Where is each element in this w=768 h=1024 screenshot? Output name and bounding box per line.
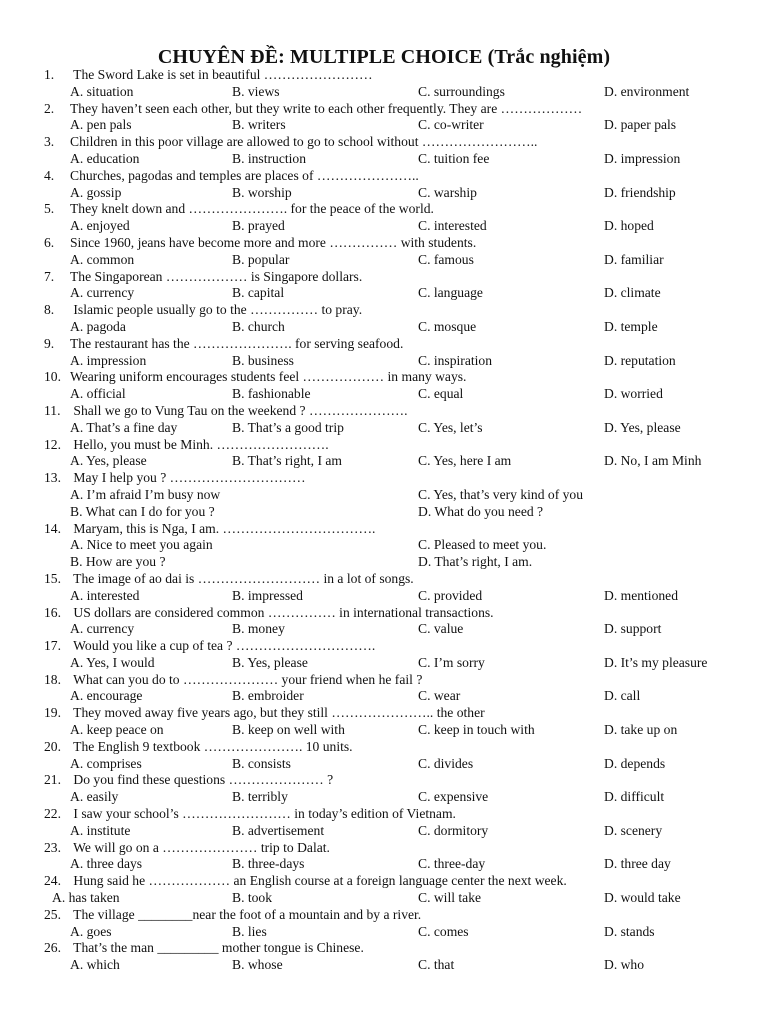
question-number: 4. [44, 167, 55, 183]
answer-option: C. Yes, here I am [418, 453, 512, 469]
answer-option: D. who [604, 957, 645, 973]
question-text: They haven’t seen each other, but they write to each other frequently. They are ……………… [70, 100, 583, 116]
question-stem [44, 806, 744, 823]
answer-option: A. pen pals [70, 117, 132, 133]
question-text: That’s the man _________ mother tongue is Chinese. [70, 940, 364, 956]
options-row [44, 252, 744, 269]
question-text: Shall we go to Vung Tau on the weekend ? …………………. [70, 402, 408, 418]
answer-option: C. famous [418, 251, 474, 267]
question-text: Islamic people usually go to the …………… to pray. [70, 302, 363, 318]
question-stem [44, 437, 744, 454]
answer-option: C. will take [418, 890, 482, 906]
question-item [44, 638, 744, 672]
question-item [44, 521, 744, 571]
question-text: I saw your school’s …………………… in today’s edition of Vietnam. [70, 806, 456, 822]
question-stem [44, 521, 744, 538]
answer-option: A. impression [70, 352, 147, 368]
question-stem [44, 705, 744, 722]
question-text: Hello, you must be Minh. ……………………. [70, 436, 329, 452]
answer-option: C. co-writer [418, 117, 484, 133]
answer-option: C. equal [418, 386, 464, 402]
question-item [44, 840, 744, 874]
answer-option: D. environment [604, 83, 690, 99]
answer-option: C. expensive [418, 789, 489, 805]
answer-option: B. prayed [232, 218, 285, 234]
question-item [44, 806, 744, 840]
question-text: The English 9 textbook …………………. 10 units. [70, 738, 353, 754]
options-row [44, 588, 744, 605]
question-item [44, 437, 744, 471]
question-stem [44, 470, 744, 487]
question-item [44, 134, 744, 168]
options-row [44, 856, 744, 873]
question-stem [44, 134, 744, 151]
options-row [44, 84, 744, 101]
question-number: 3. [44, 134, 55, 150]
question-text: Hung said he ……………… an English course at a foreign language center the next week. [70, 873, 567, 889]
answer-option: A. currency [70, 285, 135, 301]
answer-option: A. Yes, please [70, 453, 147, 469]
answer-option: D. It’s my pleasure [604, 654, 708, 670]
question-number: 15. [44, 570, 61, 586]
options-row [44, 621, 744, 638]
answer-option: B. fashionable [232, 386, 311, 402]
question-text: They moved away five years ago, but they still ………………….. the other [70, 705, 485, 721]
options-row [44, 453, 744, 470]
options-row [44, 319, 744, 336]
question-item [44, 168, 744, 202]
options-row [44, 117, 744, 134]
question-number: 24. [44, 873, 61, 889]
answer-option: A. Yes, I would [70, 654, 155, 670]
question-number: 10. [44, 369, 61, 385]
answer-option: D. friendship [604, 184, 676, 200]
answer-option: B. lies [232, 923, 267, 939]
answer-option: B. church [232, 318, 285, 334]
question-stem [44, 605, 744, 622]
answer-option: A. encourage [70, 688, 143, 704]
question-number: 21. [44, 772, 61, 788]
answer-option: C. keep in touch with [418, 722, 535, 738]
question-text: Since 1960, jeans have become more and more …………… with students. [70, 234, 477, 250]
question-stem [44, 739, 744, 756]
answer-option: B. business [232, 352, 294, 368]
answer-option: B. impressed [232, 587, 303, 603]
answer-option: D. depends [604, 755, 666, 771]
answer-option: B. three-days [232, 856, 305, 872]
answer-option: C. tuition fee [418, 150, 490, 166]
answer-option: C. language [418, 285, 483, 301]
answer-option: A. enjoyed [70, 218, 130, 234]
answer-option: D. reputation [604, 352, 676, 368]
answer-option: A. has taken [52, 890, 120, 906]
answer-option: A. which [70, 957, 120, 973]
options-row [44, 789, 744, 806]
question-text: Wearing uniform encourages students feel ……………… in many ways. [70, 369, 467, 385]
answer-option: B. That’s a good trip [232, 419, 344, 435]
answer-option: B. How are you ? [70, 554, 166, 570]
question-text: Maryam, this is Nga, I am. ……………………………. [70, 520, 376, 536]
question-item [44, 369, 744, 403]
answer-option: A. pagoda [70, 318, 126, 334]
question-stem [44, 873, 744, 890]
answer-option: A. keep peace on [70, 722, 164, 738]
answer-option: B. keep on well with [232, 722, 345, 738]
question-number: 5. [44, 201, 55, 217]
question-item [44, 403, 744, 437]
answer-option: C. mosque [418, 318, 477, 334]
question-item [44, 101, 744, 135]
question-item [44, 772, 744, 806]
question-stem [44, 269, 744, 286]
answer-option: A. goes [70, 923, 112, 939]
answer-option: C. dormitory [418, 822, 489, 838]
answer-option: C. comes [418, 923, 469, 939]
answer-option: A. gossip [70, 184, 122, 200]
answer-option: D. call [604, 688, 641, 704]
question-text: Children in this poor village are allowed to go to school without …………………….. [70, 134, 538, 150]
answer-option: B. writers [232, 117, 286, 133]
answer-option: B. worship [232, 184, 292, 200]
options-row [44, 487, 744, 504]
question-stem [44, 907, 744, 924]
question-item [44, 873, 744, 907]
question-item [44, 201, 744, 235]
options-row [44, 655, 744, 672]
question-item [44, 269, 744, 303]
answer-option: A. That’s a fine day [70, 419, 178, 435]
question-text: They knelt down and …………………. for the peace of the world. [70, 201, 434, 217]
answer-option: D. What do you need ? [418, 503, 544, 519]
question-number: 9. [44, 335, 55, 351]
answer-option: D. support [604, 621, 662, 637]
page-title: CHUYÊN ĐỀ: MULTIPLE CHOICE (Trắc nghiệm) [157, 46, 611, 68]
answer-option: C. wear [418, 688, 461, 704]
question-stem [44, 638, 744, 655]
question-text: The Singaporean ……………… is Singapore dollars. [70, 268, 363, 284]
question-text: The village ________near the foot of a mountain and by a river. [70, 906, 422, 922]
answer-option: B. money [232, 621, 285, 637]
question-number: 20. [44, 738, 61, 754]
answer-option: B. whose [232, 957, 283, 973]
question-number: 13. [44, 470, 61, 486]
question-text: We will go on a ………………… trip to Dalat. [70, 839, 330, 855]
answer-option: B. instruction [232, 150, 307, 166]
question-stem [44, 672, 744, 689]
question-stem [44, 67, 744, 84]
question-number: 7. [44, 268, 55, 284]
answer-option: C. inspiration [418, 352, 493, 368]
question-stem [44, 369, 744, 386]
question-text: May I help you ? ………………………… [70, 470, 306, 486]
question-stem [44, 101, 744, 118]
question-item [44, 739, 744, 773]
question-text: US dollars are considered common …………… in international transactions. [70, 604, 494, 620]
answer-option: C. that [418, 957, 455, 973]
answer-option: A. I’m afraid I’m busy now [70, 486, 221, 502]
options-row [44, 924, 744, 941]
question-text: Do you find these questions ………………… ? [70, 772, 334, 788]
options-row [44, 756, 744, 773]
question-item [44, 67, 744, 101]
question-number: 14. [44, 520, 61, 536]
question-number: 12. [44, 436, 61, 452]
answer-option: A. easily [70, 789, 119, 805]
answer-option: C. Pleased to meet you. [418, 537, 547, 553]
options-row [44, 722, 744, 739]
answer-option: C. surroundings [418, 83, 505, 99]
answer-option: D. difficult [604, 789, 665, 805]
answer-option: B. terribly [232, 789, 288, 805]
question-item [44, 470, 744, 520]
question-item [44, 705, 744, 739]
answer-option: C. interested [418, 218, 487, 234]
question-number: 6. [44, 234, 55, 250]
answer-option: A. currency [70, 621, 135, 637]
answer-option: C. three-day [418, 856, 486, 872]
answer-option: A. comprises [70, 755, 142, 771]
question-number: 8. [44, 302, 55, 318]
options-row [44, 823, 744, 840]
question-stem [44, 201, 744, 218]
answer-option: D. hoped [604, 218, 654, 234]
answer-option: B. views [232, 83, 280, 99]
answer-option: C. provided [418, 587, 483, 603]
answer-option: C. divides [418, 755, 474, 771]
question-stem [44, 235, 744, 252]
answer-option: A. official [70, 386, 126, 402]
answer-option: D. paper pals [604, 117, 677, 133]
question-number: 2. [44, 100, 55, 116]
answer-option: D. That’s right, I am. [418, 554, 533, 570]
question-item [44, 605, 744, 639]
question-number: 17. [44, 638, 61, 654]
answer-option: D. worried [604, 386, 663, 402]
answer-option: A. institute [70, 822, 131, 838]
answer-option: D. temple [604, 318, 658, 334]
answer-option: A. common [70, 251, 135, 267]
answer-option: D. Yes, please [604, 419, 681, 435]
question-stem [44, 302, 744, 319]
answer-option: C. I’m sorry [418, 654, 485, 670]
options-row [44, 537, 744, 554]
answer-option: D. climate [604, 285, 661, 301]
answer-option: D. mentioned [604, 587, 678, 603]
answer-option: A. situation [70, 83, 134, 99]
question-number: 19. [44, 705, 61, 721]
answer-option: D. impression [604, 150, 681, 166]
question-text: The Sword Lake is set in beautiful …………………… [70, 67, 373, 82]
question-item [44, 336, 744, 370]
question-stem [44, 403, 744, 420]
question-number: 26. [44, 940, 61, 956]
answer-option: C. warship [418, 184, 477, 200]
answer-option: A. Nice to meet you again [70, 537, 213, 553]
answer-option: A. three days [70, 856, 143, 872]
options-row [44, 420, 744, 437]
answer-option: B. capital [232, 285, 285, 301]
options-row [44, 218, 744, 235]
question-item [44, 302, 744, 336]
options-row [44, 554, 744, 571]
options-row [44, 504, 744, 521]
question-number: 1. [44, 67, 55, 82]
options-row [44, 890, 744, 907]
question-list [44, 67, 744, 974]
answer-option: B. embroider [232, 688, 304, 704]
question-number: 25. [44, 906, 61, 922]
question-stem [44, 336, 744, 353]
question-stem [44, 840, 744, 857]
question-number: 22. [44, 806, 61, 822]
answer-option: B. popular [232, 251, 290, 267]
answer-option: B. What can I do for you ? [70, 503, 215, 519]
answer-option: B. That’s right, I am [232, 453, 342, 469]
question-text: Would you like a cup of tea ? …………………………. [70, 638, 376, 654]
answer-option: B. Yes, please [232, 654, 308, 670]
answer-option: D. would take [604, 890, 681, 906]
options-row [44, 151, 744, 168]
answer-option: D. scenery [604, 822, 663, 838]
answer-option: C. Yes, that’s very kind of you [418, 486, 584, 502]
options-row [44, 285, 744, 302]
question-item [44, 571, 744, 605]
answer-option: B. consists [232, 755, 291, 771]
answer-option: C. value [418, 621, 464, 637]
question-stem [44, 772, 744, 789]
question-text: What can you do to ………………… your friend when he fail ? [70, 671, 423, 687]
answer-option: D. take up on [604, 722, 678, 738]
question-text: The restaurant has the …………………. for serving seafood. [70, 335, 404, 351]
answer-option: C. Yes, let’s [418, 419, 483, 435]
answer-option: D. stands [604, 923, 655, 939]
answer-option: D. familiar [604, 251, 664, 267]
question-stem [44, 571, 744, 588]
question-number: 11. [44, 402, 61, 418]
question-number: 23. [44, 839, 61, 855]
answer-option: A. education [70, 150, 140, 166]
answer-option: B. advertisement [232, 822, 325, 838]
answer-option: D. three day [604, 856, 671, 872]
question-stem [44, 940, 744, 957]
options-row [44, 688, 744, 705]
question-number: 16. [44, 604, 61, 620]
question-text: The image of ao dai is ……………………… in a lot of songs. [70, 570, 414, 586]
answer-option: A. interested [70, 587, 140, 603]
answer-option: B. took [232, 890, 273, 906]
options-row [44, 185, 744, 202]
question-item [44, 907, 744, 941]
question-stem [44, 168, 744, 185]
question-text: Churches, pagodas and temples are places of ………………….. [70, 167, 419, 183]
options-row [44, 957, 744, 974]
question-number: 18. [44, 671, 61, 687]
options-row [44, 386, 744, 403]
options-row [44, 353, 744, 370]
question-item [44, 940, 744, 974]
answer-option: D. No, I am Minh [604, 453, 702, 469]
question-item [44, 235, 744, 269]
question-item [44, 672, 744, 706]
